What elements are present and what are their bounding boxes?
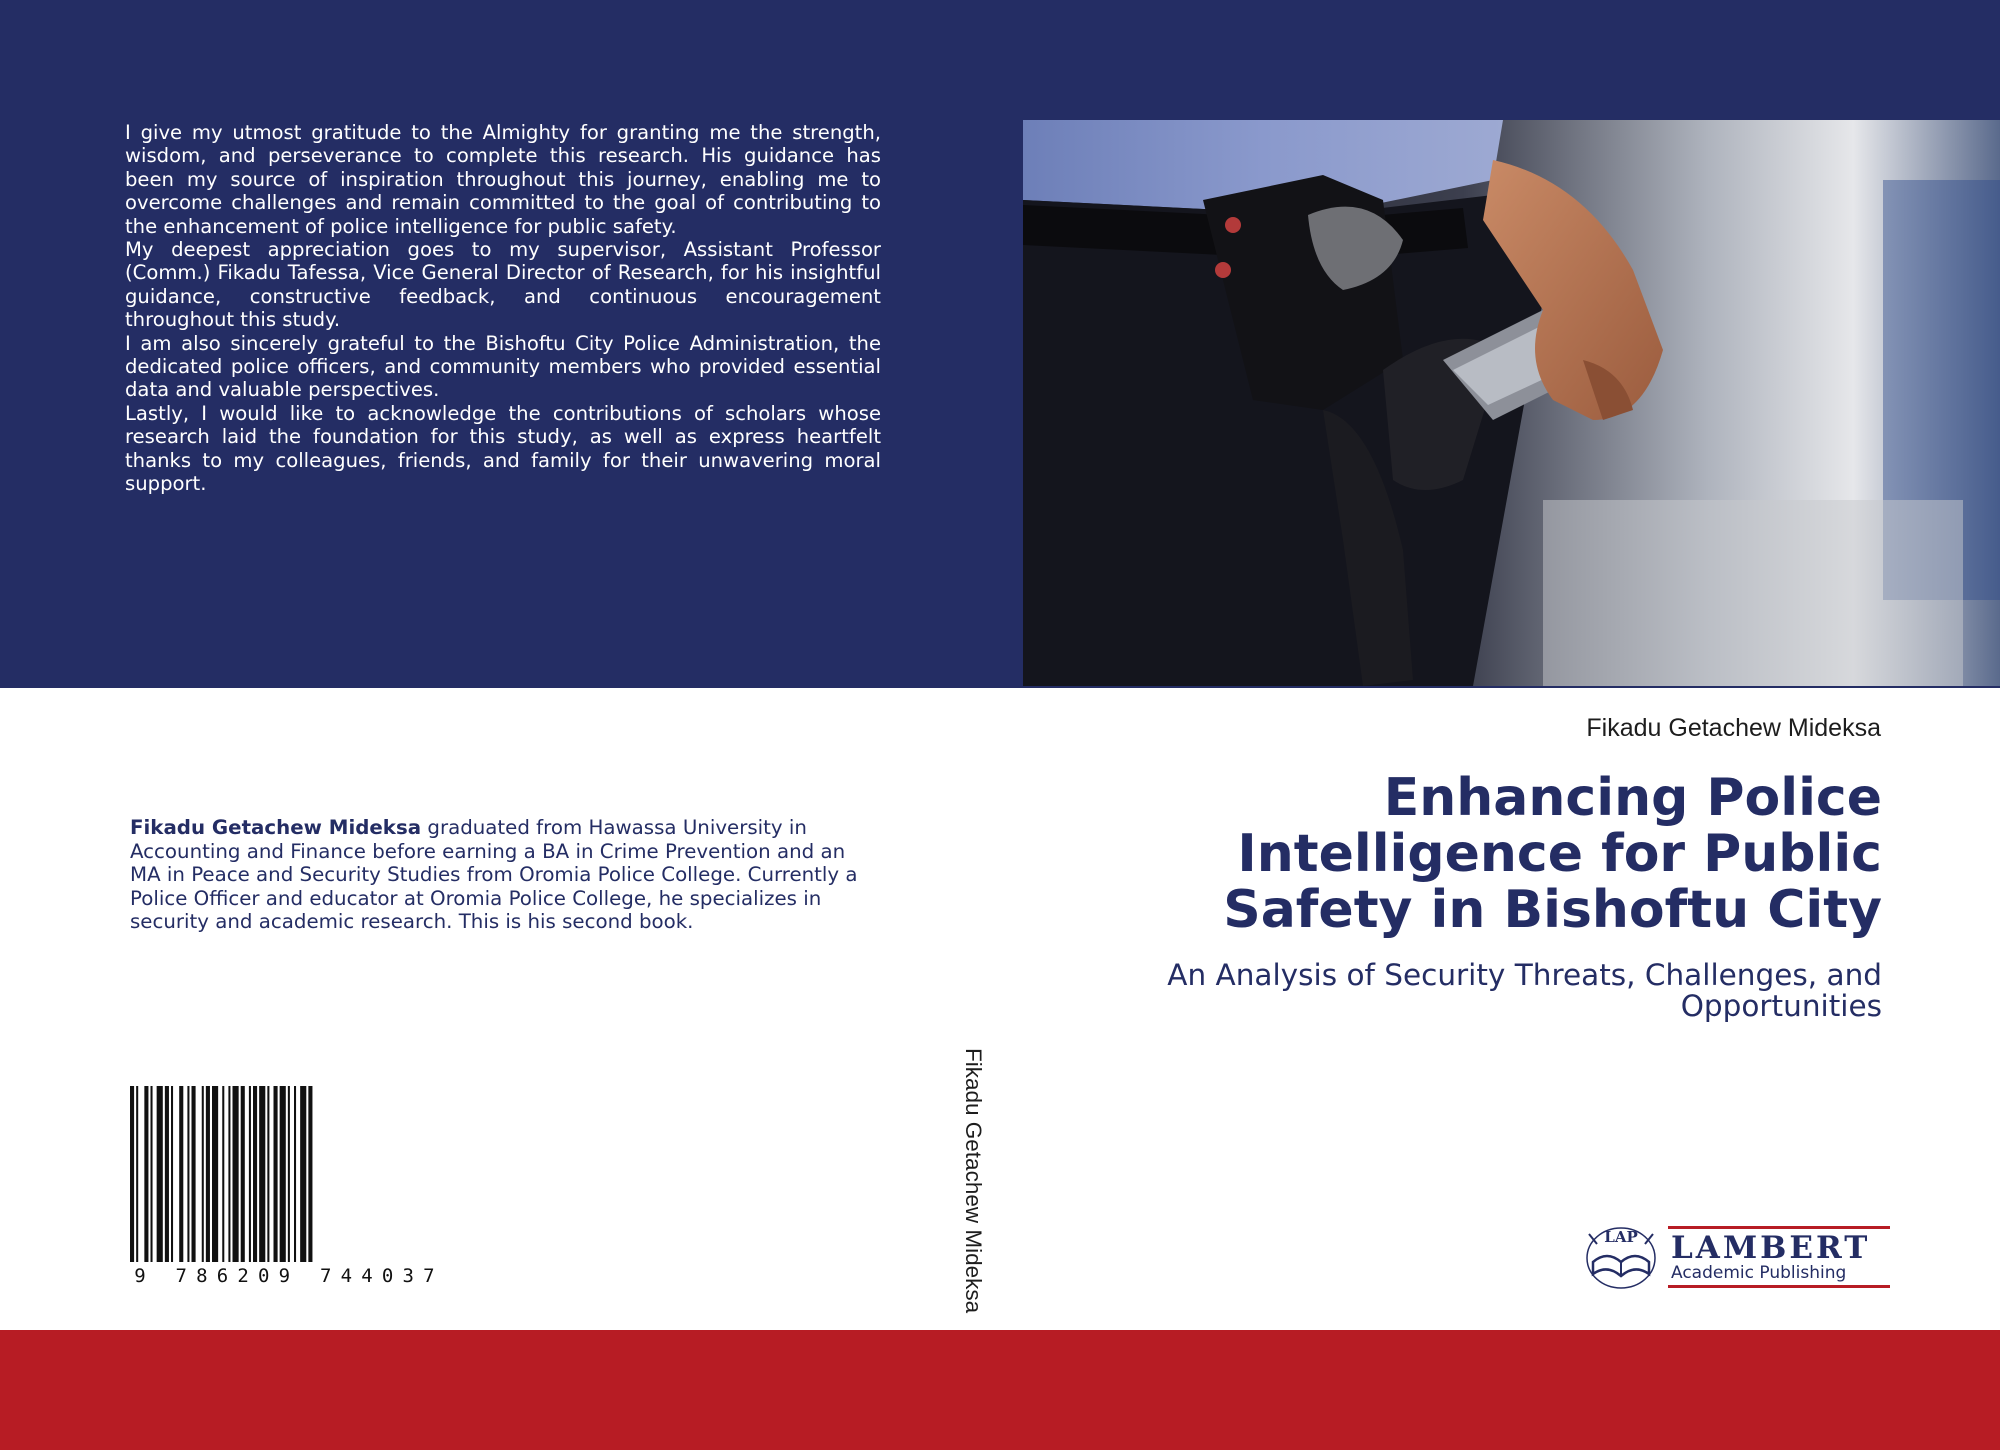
publisher-badge: LAP (1604, 1228, 1638, 1246)
barcode-bar (206, 1086, 210, 1262)
barcode-bar (280, 1086, 286, 1262)
dedication-paragraph: I am also sincerely grateful to the Bishoftu City Police Administration, the dedicated police officers, and community members who provided essential data and valuable perspectives. (125, 331, 881, 402)
publisher-subname: Academic Publishing (1671, 1263, 1847, 1283)
book-subtitle-line: Opportunities (1680, 989, 1882, 1023)
barcode-bar (222, 1086, 224, 1262)
barcode-bar (144, 1086, 148, 1262)
barcode-bar (241, 1086, 245, 1262)
book-title-line: Enhancing Police (1383, 768, 1882, 828)
book-subtitle-line: An Analysis of Security Threats, Challenges, and (1167, 958, 1882, 992)
barcode-bar (288, 1086, 290, 1262)
barcode-bar (228, 1086, 230, 1262)
barcode-bar (249, 1086, 251, 1262)
lambert-publisher-logo (1583, 1220, 1893, 1292)
dedication-paragraph: I give my utmost gratitude to the Almighty for granting me the strength, wisdom, and perseverance to complete this research. His guidance has been my source of inspiration throughout this journey, enabling me to overcome challenges and remain committed to the goal of contributing to the enhancement of police intelligence for public safety. (125, 121, 881, 238)
barcode-bar (171, 1086, 173, 1262)
barcode-bar (274, 1086, 278, 1262)
cover-bottom-band (0, 1330, 2000, 1450)
author-bio (130, 816, 870, 934)
barcode-bar (267, 1086, 269, 1262)
barcode-bar (151, 1086, 153, 1262)
barcode-bar (136, 1086, 138, 1262)
barcode-bar (130, 1086, 134, 1262)
publisher-name: LAMBERT (1671, 1230, 1871, 1266)
barcode-bar (179, 1086, 183, 1262)
dedication-paragraph: My deepest appreciation goes to my supervisor, Assistant Professor (Comm.) Fikadu Tafessa, Vice General Director of Research, for his insightful guidance, constructive feedback, and continuous encouragement throughout this study. (125, 238, 881, 332)
barcode-bar (157, 1086, 163, 1262)
barcode-bar (187, 1086, 189, 1262)
barcode-bar (300, 1086, 306, 1262)
author-bio-text: graduated from Hawassa University in Accounting and Finance before earning a BA in Crime Prevention and an MA in Peace and Security Studies from Oromia Police College. Currently a Police Officer and educator at Oromia Police College, he specializes in security and academic research. This is his second book. (130, 816, 858, 933)
barcode-bar (253, 1086, 257, 1262)
barcode-bar (165, 1086, 169, 1262)
book-title (1082, 770, 1882, 938)
isbn-barcode (124, 1086, 454, 1286)
front-cover-author: Fikadu Getachew Mideksa (1586, 714, 1881, 742)
barcode-bar (308, 1086, 312, 1262)
barcode-bar (233, 1086, 239, 1262)
barcode-bar (202, 1086, 204, 1262)
barcode-bar (259, 1086, 265, 1262)
book-title-line: Safety in Bishoftu City (1223, 880, 1882, 940)
book-subtitle (1062, 960, 1882, 1022)
barcode-digits: 9 786209 744037 (134, 1265, 444, 1286)
barcode-bar (212, 1086, 218, 1262)
barcode-bar (294, 1086, 296, 1262)
dedication-paragraph: Lastly, I would like to acknowledge the contributions of scholars whose research laid the foundation for this study, as well as express heartfelt thanks to my colleagues, friends, and family for their unwavering moral support. (125, 401, 881, 496)
cover-photo-police-officer (1023, 120, 2000, 686)
barcode-bar (192, 1086, 196, 1262)
spine-author: Fikadu Getachew Mideksa (961, 1048, 986, 1314)
book-title-line: Intelligence for Public (1237, 824, 1882, 884)
dedication-text (125, 121, 881, 496)
author-bio-name: Fikadu Getachew Mideksa (130, 816, 422, 839)
